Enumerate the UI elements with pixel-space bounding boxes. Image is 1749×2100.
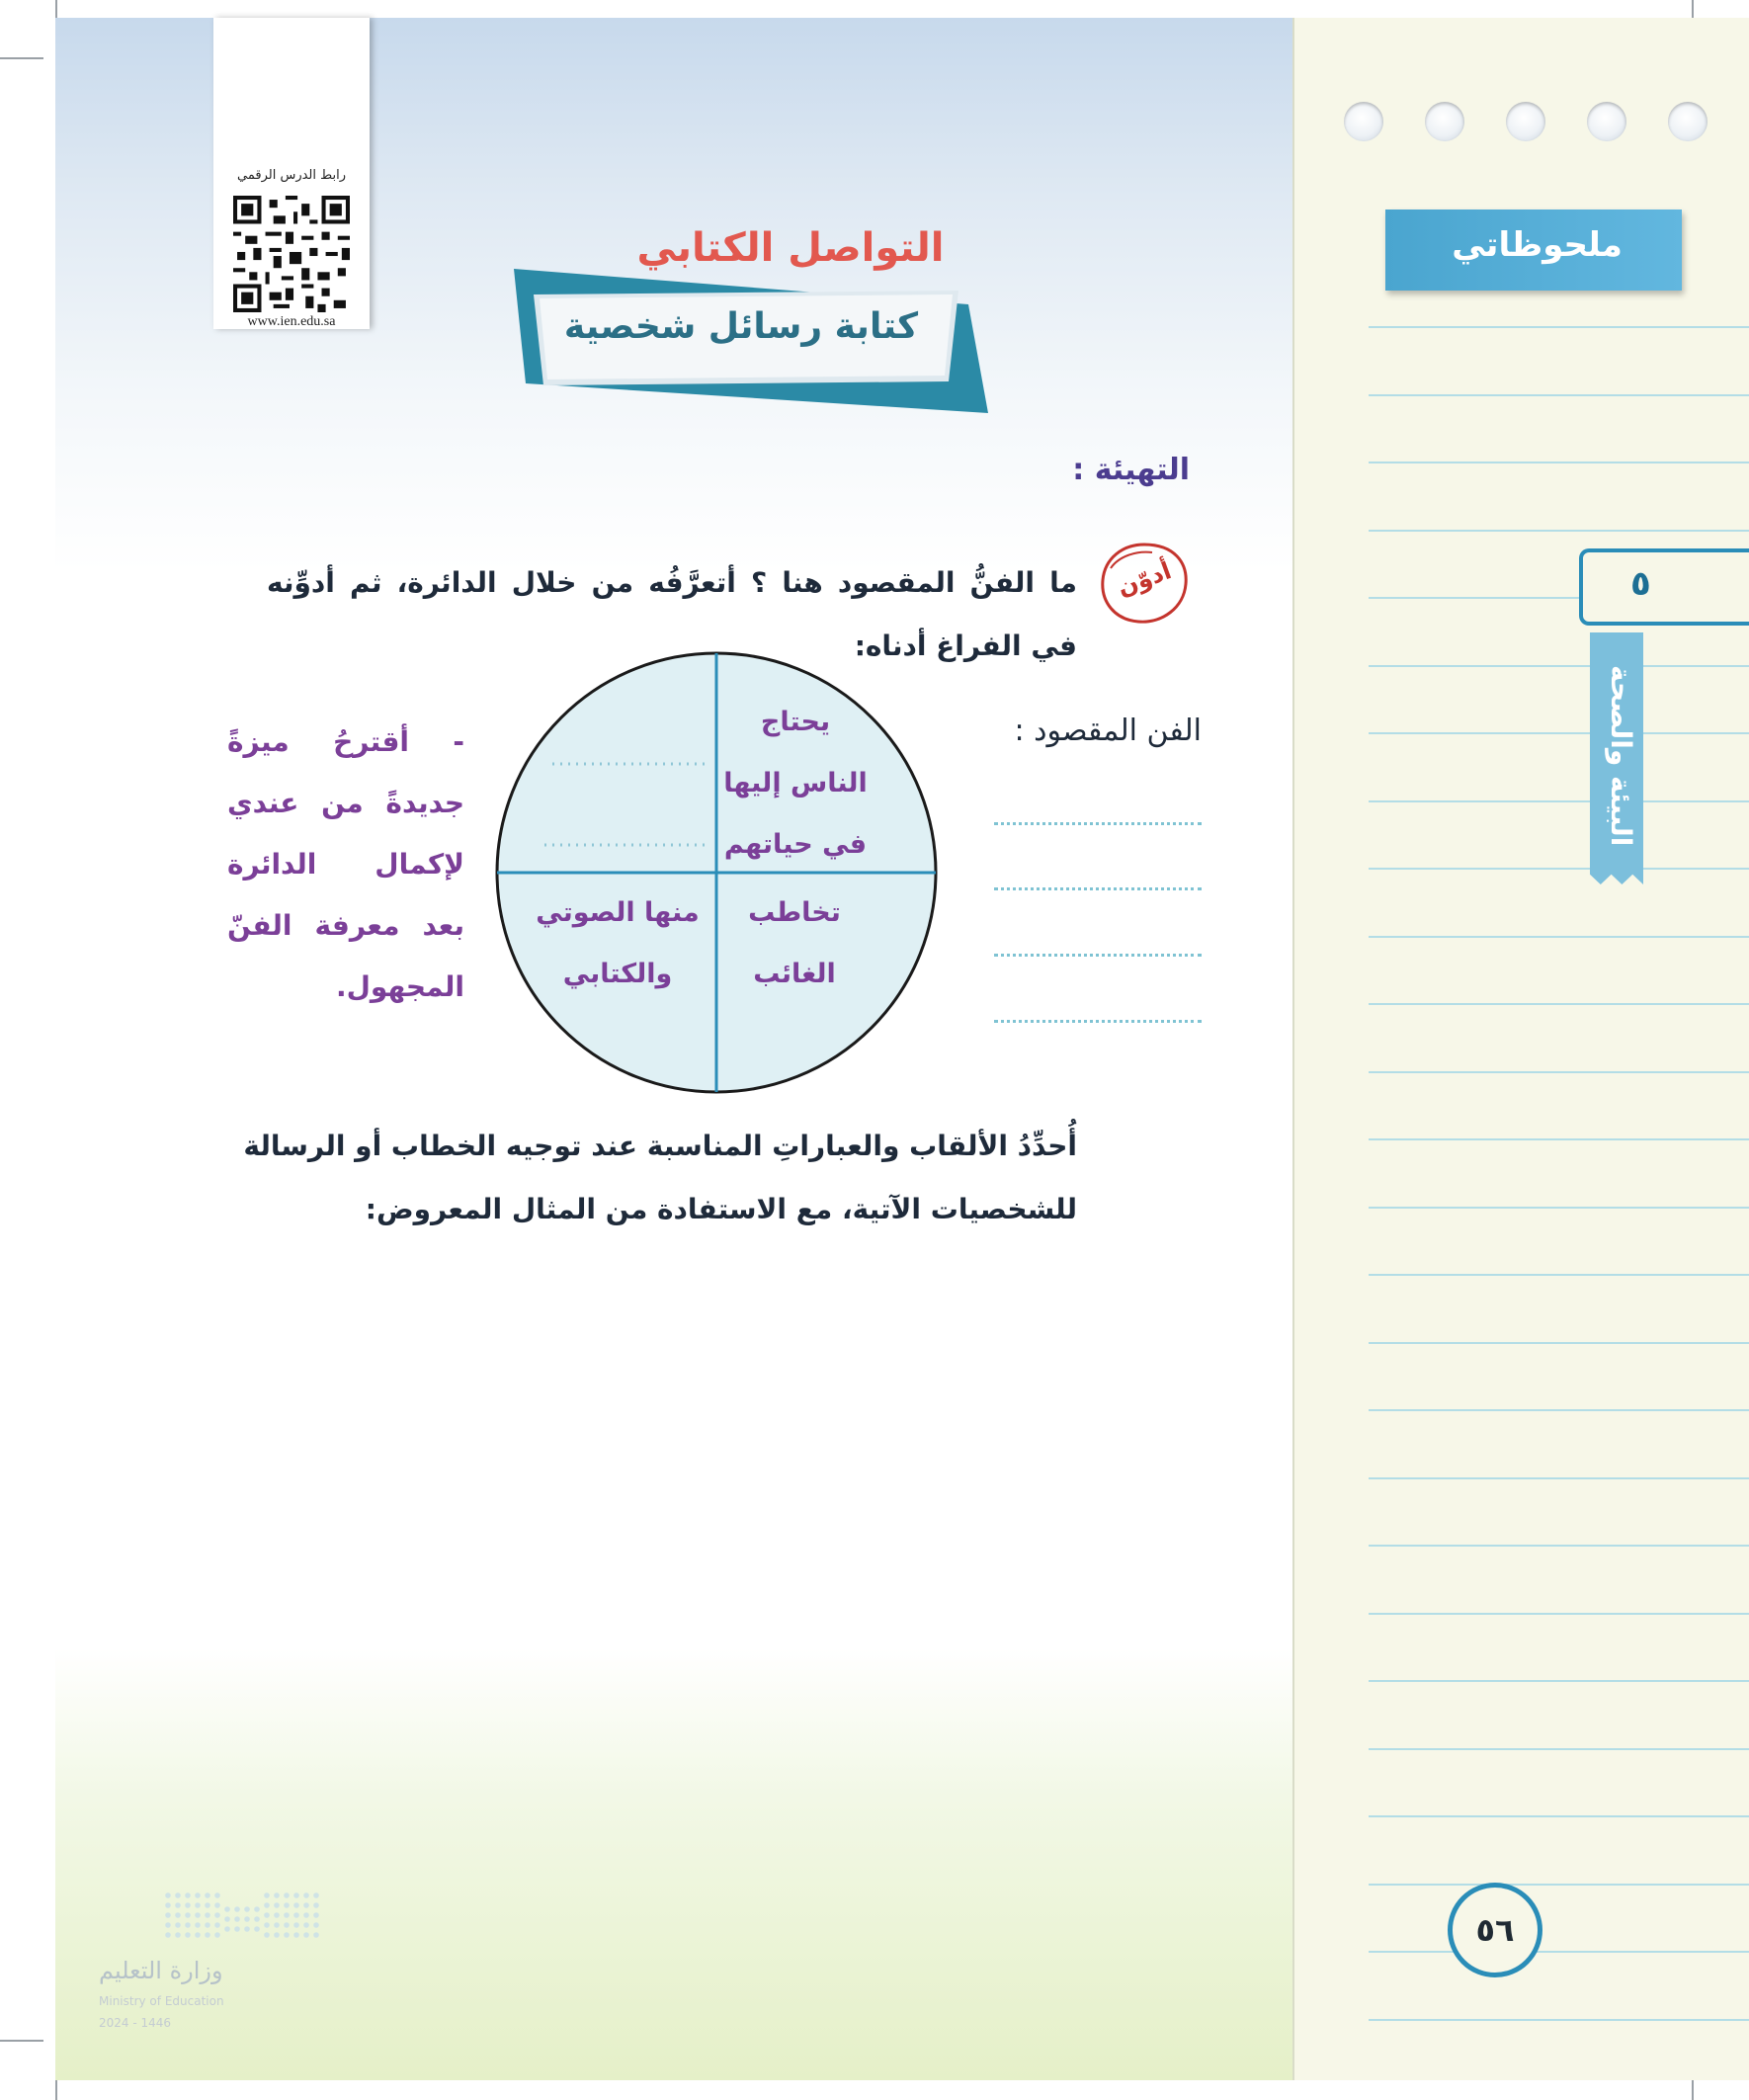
note-line[interactable] bbox=[1369, 1003, 1749, 1005]
note-line[interactable] bbox=[1369, 462, 1749, 463]
art-label: الفن المقصود : bbox=[1014, 714, 1202, 748]
note-line[interactable] bbox=[1369, 1477, 1749, 1479]
lesson-subtitle: كتابة رسائل شخصية bbox=[563, 306, 919, 347]
qr-code-icon[interactable] bbox=[233, 196, 350, 312]
ministry-logo bbox=[93, 1888, 330, 2046]
features-circle bbox=[491, 647, 942, 1098]
note-line[interactable] bbox=[1369, 936, 1749, 938]
note-line[interactable] bbox=[1369, 530, 1749, 532]
note-line[interactable] bbox=[1369, 394, 1749, 396]
crop-mark bbox=[0, 2040, 43, 2042]
unit-name: البيئة والصحة bbox=[1605, 665, 1637, 847]
qr-label: رابط الدرس الرقمي bbox=[237, 168, 346, 183]
lesson-title: التواصل الكتابي bbox=[636, 225, 945, 271]
crop-mark bbox=[0, 57, 43, 59]
ministry-name-en: Ministry of Education bbox=[99, 1994, 224, 2008]
binder-hole bbox=[1344, 102, 1383, 141]
page-number-ring bbox=[1448, 1883, 1542, 1977]
note-line[interactable] bbox=[1369, 665, 1749, 667]
note-line[interactable] bbox=[1369, 1748, 1749, 1750]
binder-hole bbox=[1668, 102, 1707, 141]
note-line[interactable] bbox=[1369, 1071, 1749, 1073]
answer-line[interactable] bbox=[994, 822, 1202, 825]
note-line[interactable] bbox=[1369, 2019, 1749, 2021]
note-line[interactable] bbox=[1369, 1680, 1749, 1682]
binder-hole bbox=[1587, 102, 1626, 141]
binder-hole bbox=[1506, 102, 1545, 141]
note-line[interactable] bbox=[1369, 868, 1749, 870]
note-line[interactable] bbox=[1369, 1613, 1749, 1615]
note-line[interactable] bbox=[1369, 1951, 1749, 1953]
answer-line[interactable] bbox=[994, 887, 1202, 890]
qr-url[interactable]: www.ien.edu.sa bbox=[247, 314, 336, 329]
note-line[interactable] bbox=[1369, 1409, 1749, 1411]
note-line[interactable] bbox=[1369, 1207, 1749, 1209]
ministry-name-ar: وزارة التعليم bbox=[99, 1957, 223, 1984]
circle-bottom-right: تخاطب الغائب bbox=[748, 897, 841, 989]
answer-line[interactable] bbox=[994, 954, 1202, 957]
note-line[interactable] bbox=[1369, 326, 1749, 328]
circle-bottom-left: منها الصوتي والكتابي bbox=[536, 897, 700, 989]
note-line[interactable] bbox=[1369, 1815, 1749, 1817]
note-line[interactable] bbox=[1369, 1274, 1749, 1276]
warmup-label: التهيئة : bbox=[1072, 453, 1190, 487]
ministry-emblem-icon bbox=[162, 1888, 330, 1947]
note-line[interactable] bbox=[1369, 1545, 1749, 1547]
write-stamp-text: أدوّن bbox=[1113, 556, 1176, 602]
note-line[interactable] bbox=[1369, 1138, 1749, 1140]
notes-title: ملحوظاتي bbox=[1452, 225, 1623, 265]
suggestion-text: - أقترحُ ميزةً جديدةً من عندي لإكمال الدائرة بعد معرفة الفنّ المجهول. bbox=[227, 725, 464, 1003]
qr-card[interactable] bbox=[213, 18, 370, 329]
note-line[interactable] bbox=[1369, 1884, 1749, 1886]
task-instruction: أُحدِّدُ الألقاب والعباراتِ المناسبة عند توجيه الخطاب أو الرسالة للشخصيات الآتية، مع الاستفادة من المثال المعروض: bbox=[243, 1130, 1077, 1225]
note-line[interactable] bbox=[1369, 732, 1749, 734]
notes-title-tab bbox=[1385, 210, 1682, 291]
unit-number-box bbox=[1579, 548, 1749, 626]
circle-top-right: يحتاج الناس إليها في حياتهم bbox=[723, 707, 868, 860]
answer-line[interactable] bbox=[994, 1020, 1202, 1023]
note-line[interactable] bbox=[1369, 1342, 1749, 1344]
page-number: ٥٦ bbox=[1475, 1911, 1515, 1949]
ministry-year: 2024 - 1446 bbox=[99, 2016, 172, 2030]
unit-number: ٥ bbox=[1630, 564, 1651, 604]
note-line[interactable] bbox=[1369, 800, 1749, 802]
binder-hole bbox=[1425, 102, 1464, 141]
warmup-instruction: ما الفنُّ المقصود هنا ؟ أتعرَّفُه من خلال الدائرة، ثم أدوِّنه في الفراغ أدناه: bbox=[267, 566, 1077, 662]
